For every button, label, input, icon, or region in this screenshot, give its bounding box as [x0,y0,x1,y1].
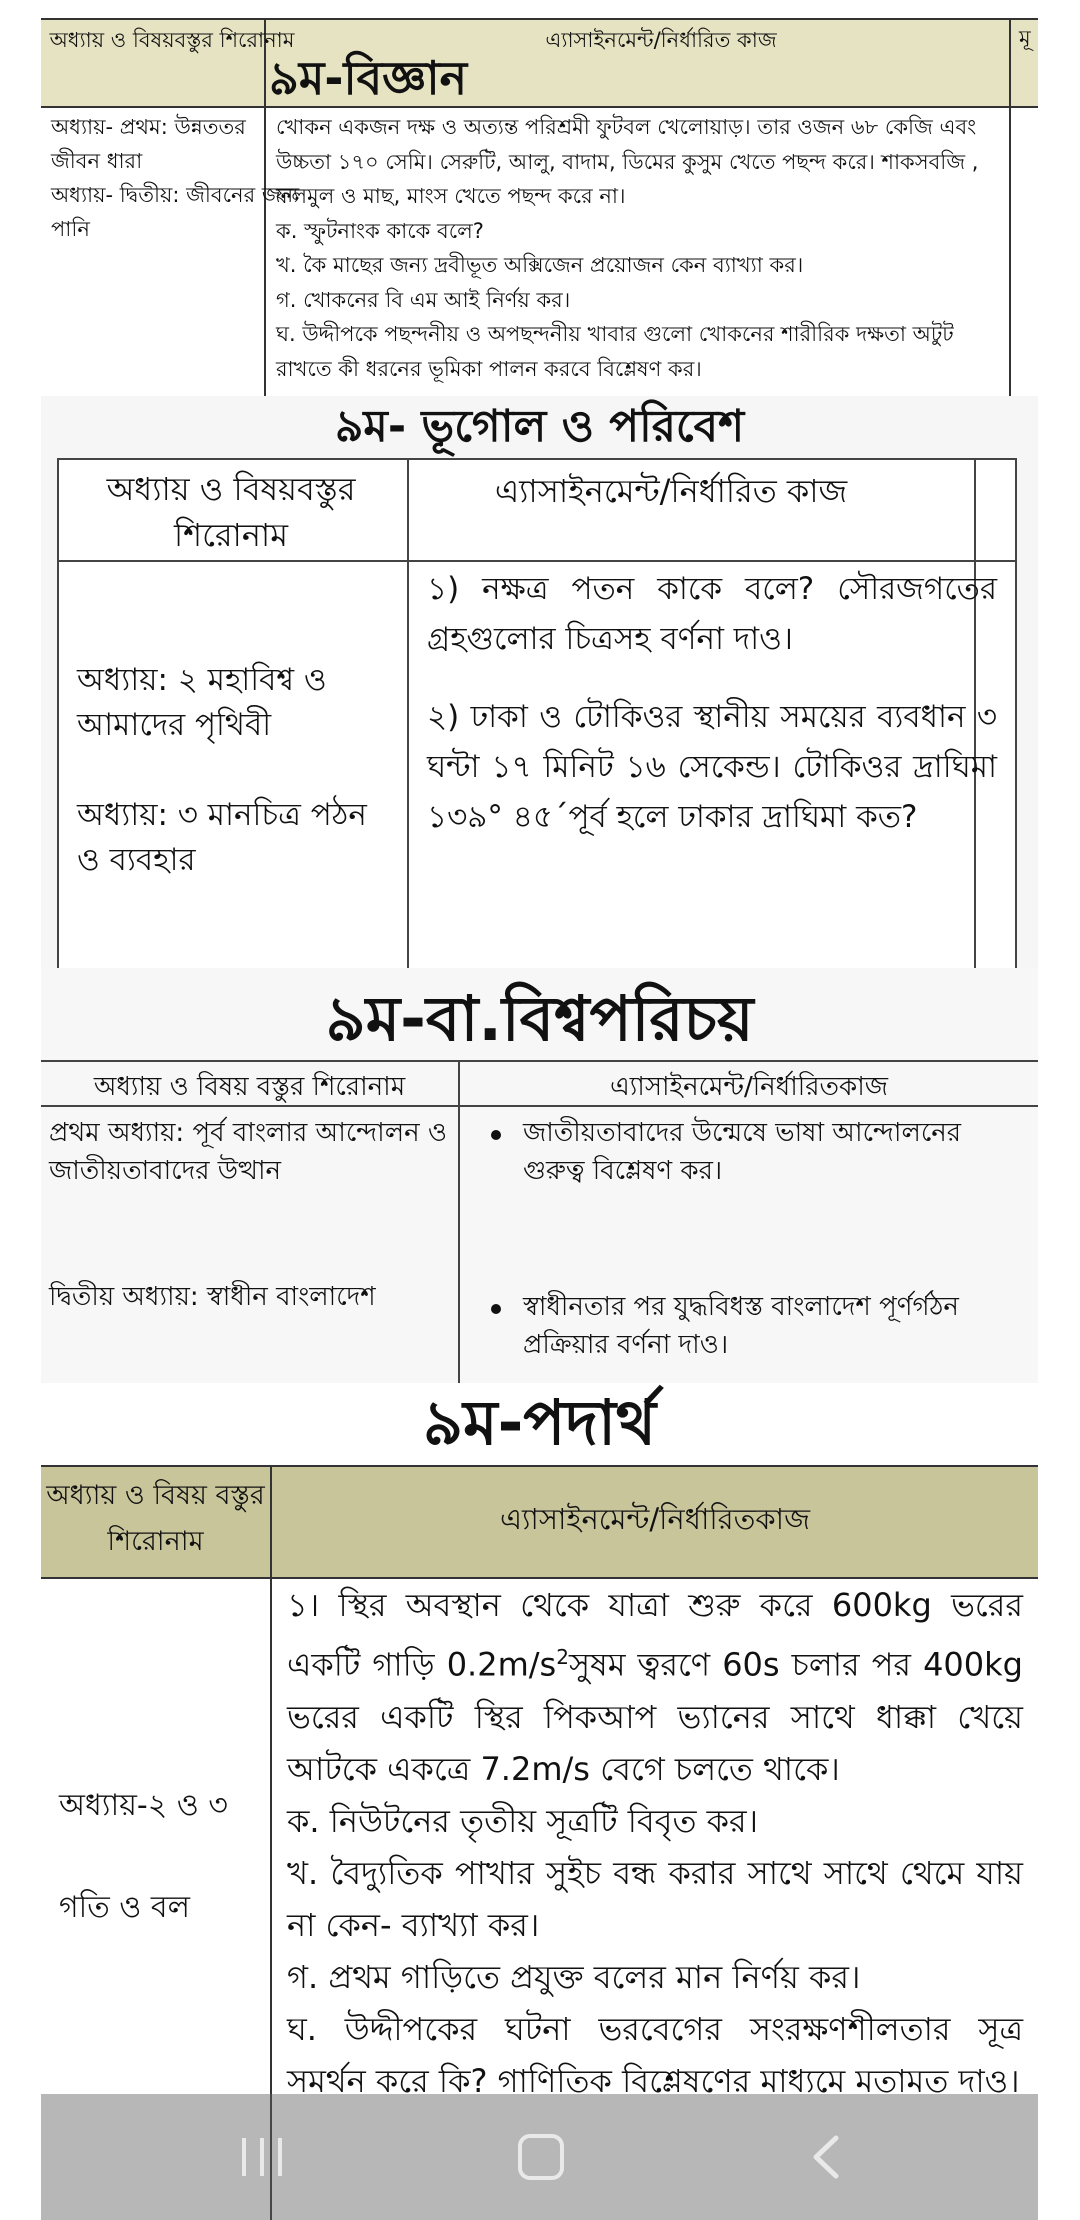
question-item: গ. প্রথম গাড়িতে প্রযুক্ত বলের মান নির্ণয় কর। [287,1957,861,1996]
superscript: 2 [556,1645,569,1669]
header-chapter-title: অধ্যায় ও বিষয়বস্তুর শিরোনাম [106,470,356,554]
chapter-item: অধ্যায়-২ ও ৩ [59,1788,228,1823]
header-marks: মূ [1019,26,1031,50]
header-assignment: এ্যাসাইনমেন্ট/নির্ধারিত কাজ [545,28,777,52]
table-top-line [41,1060,1038,1062]
chapter-item: অধ্যায়: ৩ মানচিত্র পঠন ও ব্যবহার [77,797,367,878]
chapter-item: দ্বিতীয় অধ্যায়: স্বাধীন বাংলাদেশ [49,1282,376,1312]
chapter-item: অধ্যায়: ২ মহাবিশ্ব ও আমাদের পৃথিবী [77,662,327,743]
question-item: ১) নক্ষত্র পতন কাকে বলে? সৌরজগতের গ্রহগুলোর চিত্রসহ বর্ণনা দাও। [427,571,997,657]
science-section [41,0,1038,396]
chapter-item: অধ্যায়- প্রথম: উন্নততর জীবন ধারা [51,115,246,173]
header-divider [57,560,1017,562]
physics-assignment [287,1579,1023,2107]
science-title: ৯ম-বিজ্ঞান [269,51,468,105]
task-item: জাতীয়তাবাদের উন্মেষে ভাষা আন্দোলনের গুরুত্ব বিশ্লেষণ কর। [523,1118,962,1186]
assignment-stem [287,1579,1023,1795]
bullet-icon [491,1304,501,1314]
geography-assignment [427,564,997,842]
chapter-item: প্রথম অধ্যায়: পূর্ব বাংলার আন্দোলন ও জাতীয়তাবাদের উত্থান [49,1118,447,1186]
left-margin [0,0,41,2220]
physics-title: ৯ম-পদার্থ [422,1386,657,1459]
header-chapter-title: অধ্যায় ও বিষয় বস্তুর শিরোনাম [93,1072,406,1102]
column-divider [407,458,409,968]
question-item: ২) ঢাকা ও টোকিওর স্থানীয় সময়ের ব্যবধান ৩ ঘন্টা ১৭ মিনিট ১৬ সেকেন্ড। টোকিওর দ্রাঘিমা ১৩৯° ৪৫´পূর্ব হলে ঢাকার দ্রাঘিমা কত? [427,699,997,835]
right-margin [1038,0,1080,2220]
chapter-item: অধ্যায়- দ্বিতীয়: জীবনের জন্য পানি [51,183,300,241]
bgs-title: ৯ম-বা.বিশ্বপরিচয় [325,982,754,1055]
home-icon[interactable] [518,2134,564,2180]
question-item: ক. নিউটনের তৃতীয় সূত্রটি বিবৃত কর। [287,1801,759,1840]
bgs-section [41,968,1038,1383]
back-icon[interactable] [806,2132,846,2182]
geography-title: ৯ম- ভূগোল ও পরিবেশ [334,401,745,452]
question-item: গ. খোকনের বি এম আই নির্ণয় কর। [276,287,571,312]
stem-part: ১। স্থির অবস্থান থেকে যাত্রা শুরু করে 600kg ভরের একটি গাড়ি 0.2m/s [287,1586,1023,1684]
question-item: ঘ. উদ্দীপকের ঘটনা ভরবেগের সংরক্ষণশীলতার সূত্র সমর্থন করে কি? গাণিতিক বিশ্লেষণের মাধ্যমে মতামত দাও। [287,2009,1023,2100]
question-item: ক. স্ফুটনাংক কাকে বলে? [276,218,484,243]
question-item: খ. বৈদ্যুতিক পাখার সুইচ বন্ধ করার সাথে সাথে থেমে যায় না কেন- ব্যাখ্যা কর। [287,1853,1023,1944]
topic-item: গতি ও বল [59,1890,190,1925]
stem-part: সুষম ত্বরণে 60s চলার পর 400kg ভরের একটি স্থির পিকআপ ভ্যানের সাথে ধাক্কা খেয়ে আটকে একত্রে 7.2m/s বেগে চলতে থাকে। [287,1645,1023,1788]
header-assignment: এ্যাসাইনমেন্ট/নির্ধারিতকাজ [609,1072,889,1102]
geography-section [41,396,1038,968]
science-chapters [51,110,301,246]
header-chapter-title: অধ্যায় ও বিষয় বস্তুর শিরোনাম [46,1480,265,1557]
header-assignment: এ্যাসাইনমেন্ট/নির্ধারিত কাজ [494,472,848,510]
header-chapter-title: অধ্যায় ও বিষয়বস্তুর শিরোনাম [49,28,295,52]
question-item: খ. কৈ মাছের জন্য দ্রবীভূত অক্সিজেন প্রয়োজন কেন ব্যাখ্যা কর। [276,253,804,277]
assignment-stem: খোকন একজন দক্ষ ও অত্যন্ত পরিশ্রমী ফুটবল খেলোয়াড়। তার ওজন ৬৮ কেজি এবং উচ্চতা ১৭০ সেমি। সেরুটি, আলু, বাদাম, ডিমের কুসুম খেতে পছন্দ করে। শাকসবজি , ফলমুল ও মাছ, মাংস খেতে পছন্দ করে না। [276,115,979,208]
question-item: ঘ. উদ্দীপকে পছন্দনীয় ও অপছন্দনীয় খাবার গুলো খোকনের শারীরিক দক্ষতা অটুট রাখতে কী ধরনের ভূমিকা পালন করবে বিশ্লেষণ কর। [276,322,954,381]
task-item: স্বাধীনতার পর যুদ্ধবিধস্ত বাংলাদেশ পূর্ণর্গঠন প্রক্রিয়ার বর্ণনা দাও। [523,1292,959,1360]
bullet-icon [491,1130,501,1140]
header-assignment: এ্যাসাইনমেন্ট/নির্ধারিতকাজ [499,1502,811,1536]
science-assignment [276,110,1016,386]
geography-chapters [77,658,397,883]
recent-apps-icon[interactable] [240,2132,290,2182]
